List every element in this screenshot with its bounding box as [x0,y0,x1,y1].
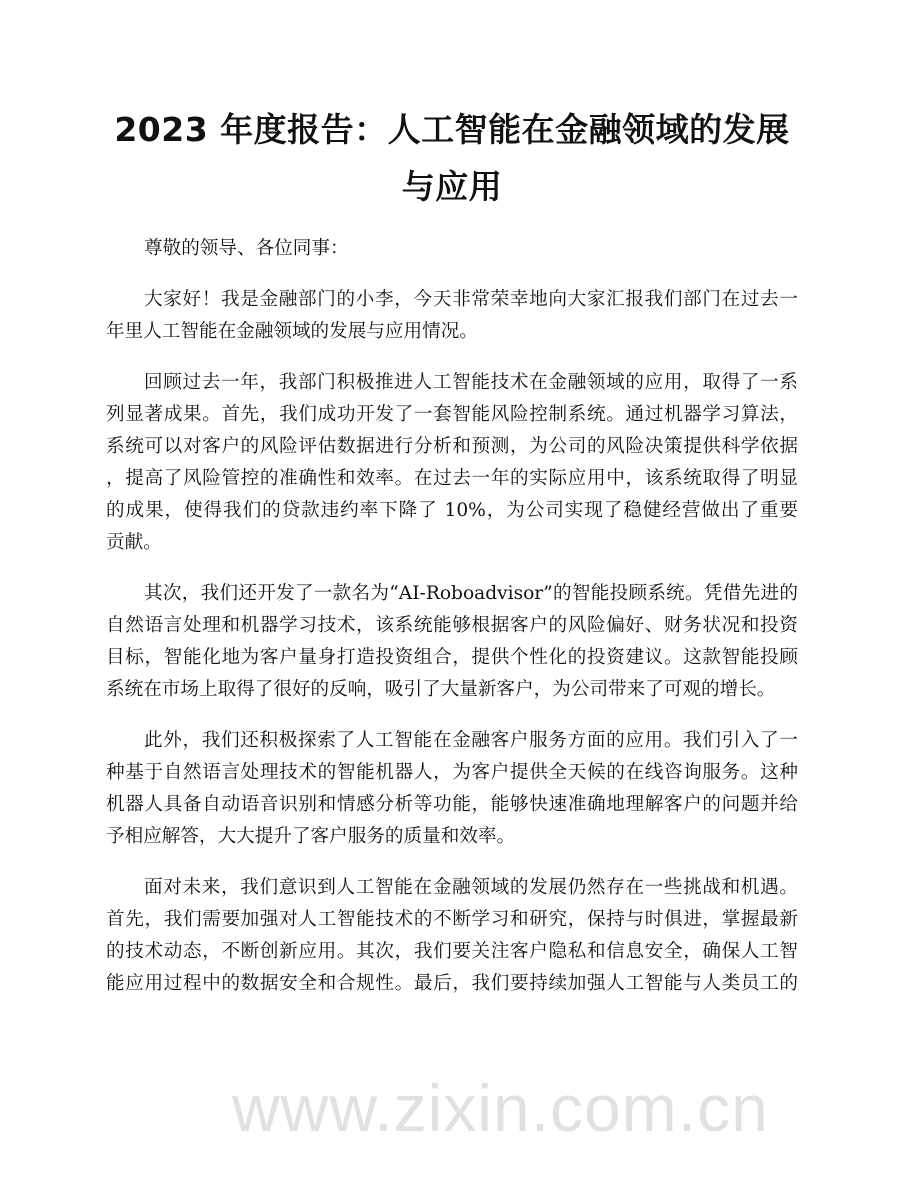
paragraph-line: 贡献。 [106,532,162,553]
paragraph-line: 此外，我们还积极探索了人工智能在金融客户服务方面的应用。我们引入了一 [144,730,798,751]
paragraph-line: 其次，我们还开发了一款名为“AI-Roboadvisor”的智能投顾系统。凭借先进的 [144,583,798,604]
paragraph-line: 大家好！我是金融部门的小李，今天非常荣幸地向大家汇报我们部门在过去一 [144,289,798,310]
paragraph-line: 自然语言处理和机器学习技术，该系统能够根据客户的风险偏好、财务状况和投资 [106,615,798,636]
paragraph-line: 尊敬的领导、各位同事： [144,238,349,259]
paragraph [106,367,798,559]
paragraph-line: 机器人具备自动语音识别和情感分析等功能，能够快速准确地理解客户的问题并给 [106,794,798,815]
paragraph-line: 系统可以对客户的风险评估数据进行分析和预测，为公司的风险决策提供科学依据 [106,436,798,457]
title-line: 2023 年度报告：人工智能在金融领域的发展 [114,110,790,149]
paragraph [106,233,798,265]
document-body [106,233,798,1000]
paragraph-line: 首先，我们需要加强对人工智能技术的不断学习和研究，保持与时俱进，掌握最新 [106,909,798,930]
paragraph [106,872,798,1000]
paragraph-line: 的成果，使得我们的贷款违约率下降了 10%，为公司实现了稳健经营做出了重要 [106,500,798,521]
paragraph-line: 面对未来，我们意识到人工智能在金融领域的发展仍然存在一些挑战和机遇。 [144,877,798,898]
paragraph [106,284,798,348]
paragraph [106,578,798,706]
paragraph-line: 予相应解答，大大提升了客户服务的质量和效率。 [106,826,516,847]
paragraph-line: 年里人工智能在金融领域的发展与应用情况。 [106,321,478,342]
document-title [106,101,798,215]
paragraph-line: ，提高了风险管控的准确性和效率。在过去一年的实际应用中，该系统取得了明显 [106,468,798,489]
watermark: www.zixin.com.cn [232,1071,769,1145]
paragraph-line: 回顾过去一年，我部门积极推进人工智能技术在金融领域的应用，取得了一系 [144,372,798,393]
document-page [106,0,798,1019]
paragraph-line: 能应用过程中的数据安全和合规性。最后，我们要持续加强人工智能与人类员工的 [106,973,798,994]
paragraph-line: 列显著成果。首先，我们成功开发了一套智能风险控制系统。通过机器学习算法， [106,404,798,425]
paragraph-line: 目标，智能化地为客户量身打造投资组合，提供个性化的投资建议。这款智能投顾 [106,647,798,668]
paragraph-line: 系统在市场上取得了很好的反响，吸引了大量新客户，为公司带来了可观的增长。 [106,679,776,700]
paragraph-line: 种基于自然语言处理技术的智能机器人，为客户提供全天候的在线咨询服务。这种 [106,762,798,783]
paragraph-line: 的技术动态，不断创新应用。其次，我们要关注客户隐私和信息安全，确保人工智 [106,941,798,962]
paragraph [106,725,798,853]
title-line: 与应用 [401,167,503,206]
